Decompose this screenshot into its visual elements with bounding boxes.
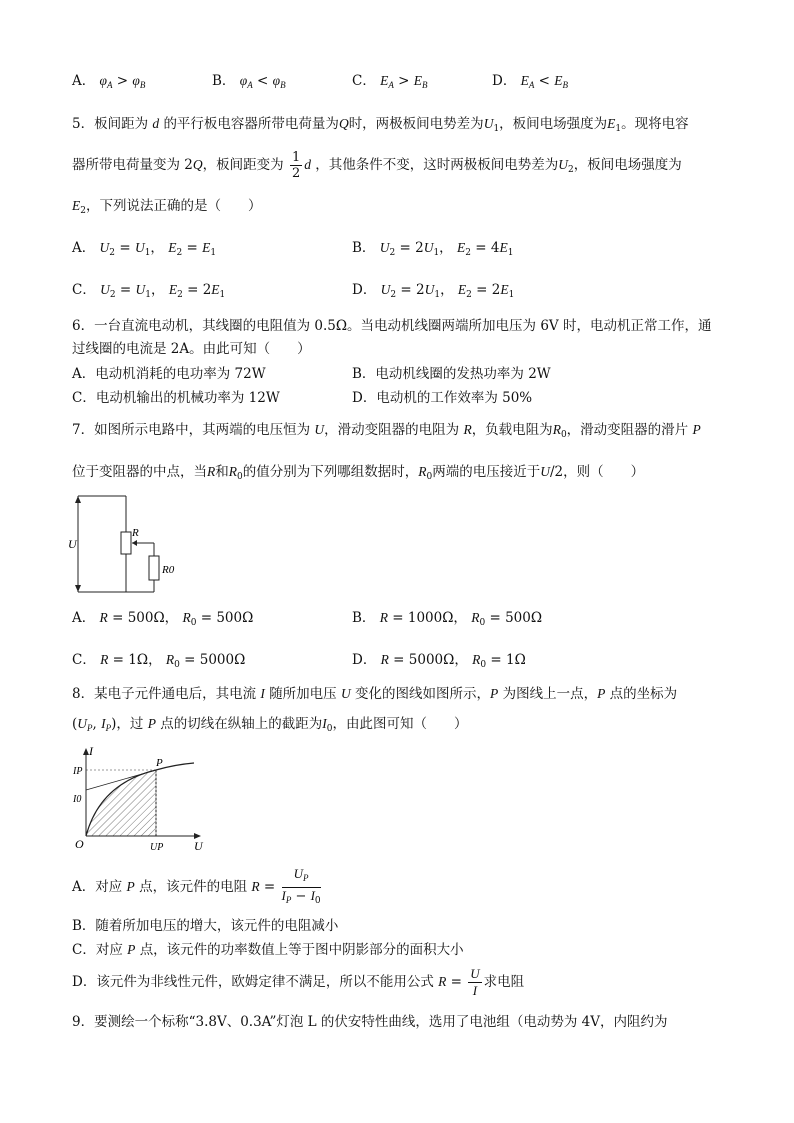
- axis-label-u: U: [194, 839, 203, 853]
- q5-line-1: 5．板间距为 d 的平行板电容器所带电荷量为Q时，两极板间电势差为$U_1$，板间电场强度为$E_1$。现将电容: [72, 116, 689, 134]
- q8-option-b: B．随着所加电压的增大，该元件的电阻减小: [72, 918, 339, 934]
- q8-option-d: D．该元件为非线性元件，欧姆定律不满足，所以不能用公式 R = $\frac{U}{I}$ 求电阻: [72, 966, 525, 998]
- q5-option-c: C． $U_2 = U_1$， $E_2 = 2E_1$: [72, 282, 226, 300]
- q5-line-2: 器所带电荷量变为 2Q，板间距变为 $\frac{1}{2}$ d ，其他条件不变，这时两极板间电势差为$U_2$，板间电场强度为: [72, 150, 682, 181]
- voltage-arrow-up-icon: [75, 496, 81, 503]
- q8-line-2: ($U_P$, $I_P$)，过 P 点的切线在纵轴上的截距为$I_0$，由此图可知（ ）: [72, 716, 468, 734]
- q5-line-3: $E_2$，下列说法正确的是（ ）: [72, 198, 262, 216]
- q4-option-d: D． $E_A < E_B$: [492, 73, 569, 90]
- q7-option-c: C． R = 1Ω， $R_0 = 5000\Omega$: [72, 652, 246, 670]
- rheostat-resistor: [121, 532, 131, 554]
- q6-option-a: A．电动机消耗的电功率为 72W: [72, 366, 266, 382]
- q7-circuit-diagram: [66, 490, 186, 598]
- q8-option-c: C．对应 P 点，该元件的功率数值上等于图中阴影部分的面积大小: [72, 942, 464, 958]
- q7-option-a: A． R = 500Ω， $R_0 = 500\Omega$: [72, 610, 254, 628]
- q5-option-d: D． $U_2 = 2U_1$， $E_2 = 2E_1$: [352, 282, 515, 300]
- origin-label: O: [75, 837, 84, 851]
- q8-iu-graph: [70, 744, 210, 856]
- fraction-u-over-i: $\frac{U}{I}$: [470, 966, 480, 998]
- q6-line-2: 过线圈的电流是 2A。由此可知（ ）: [72, 341, 311, 357]
- label-i0: I0: [73, 794, 82, 805]
- q6-option-d: D．电动机的工作效率为 50%: [352, 390, 533, 406]
- label-ip: IP: [73, 766, 83, 777]
- q7-line-1: 7．如图所示电路中，其两端的电压恒为 U，滑动变阻器的电阻为 R，负载电阻为$R_0$，滑动变阻器的滑片 P: [72, 422, 701, 440]
- label-p: P: [156, 757, 163, 769]
- fraction-one-half: $\frac{1}{2}$: [291, 150, 301, 181]
- fraction-up-over-ip-minus-i0: $\frac{U_P}{I_P - I_0}$: [281, 866, 321, 906]
- q6-option-b: B．电动机线圈的发热功率为 2W: [352, 366, 551, 382]
- label-up: UP: [150, 842, 164, 853]
- label-u: U: [68, 537, 77, 551]
- q8-option-a: A．对应 P 点，该元件的电阻 R = $\frac{U_P}{I_P - I_0}$: [72, 866, 722, 909]
- q5-option-b: B． $U_2 = 2U_1$， $E_2 = 4E_1$: [352, 240, 514, 258]
- q6-option-c: C．电动机输出的机械功率为 12W: [72, 390, 280, 406]
- voltage-arrow-down-icon: [75, 585, 81, 592]
- q8-line-1: 8．某电子元件通电后，其电流 I 随所加电压 U 变化的图线如图所示，P 为图线上一点，P 点的坐标为: [72, 686, 678, 702]
- q9-line-1: 9．要测绘一个标称“3.8V、0.3A”灯泡 L 的伏安特性曲线，选用了电池组（电动势为 4V，内阻约为: [72, 1014, 668, 1030]
- q5-option-a: A． $U_2 = U_1$， $E_2 = E_1$: [72, 240, 217, 258]
- q7-option-b: B． R = 1000Ω， $R_0 = 500\Omega$: [352, 610, 543, 628]
- q4-option-c: C． $E_A > E_B$: [352, 73, 428, 90]
- axis-label-i: I: [89, 744, 93, 758]
- slider-arrow-icon: [132, 540, 137, 546]
- q6-line-1: 6．一台直流电动机，其线圈的电阻值为 0.5Ω。当电动机线圈两端所加电压为 6V 时，电动机正常工作，通: [72, 318, 712, 334]
- q7-option-d: D． R = 5000Ω， $R_0 = 1\Omega$: [352, 652, 526, 670]
- q4-option-b: B． $\varphi_A < \varphi_B$: [212, 73, 286, 90]
- q4-option-a: A． $\varphi_A > \varphi_B$: [72, 73, 146, 90]
- label-r0: R0: [162, 564, 175, 576]
- label-r: R: [132, 527, 139, 539]
- q7-line-2: 位于变阻器的中点，当R和$R_0$的值分别为下列哪组数据时，$R_0$两端的电压接近于U/2，则（ ）: [72, 464, 645, 482]
- load-resistor-r0: [149, 556, 159, 580]
